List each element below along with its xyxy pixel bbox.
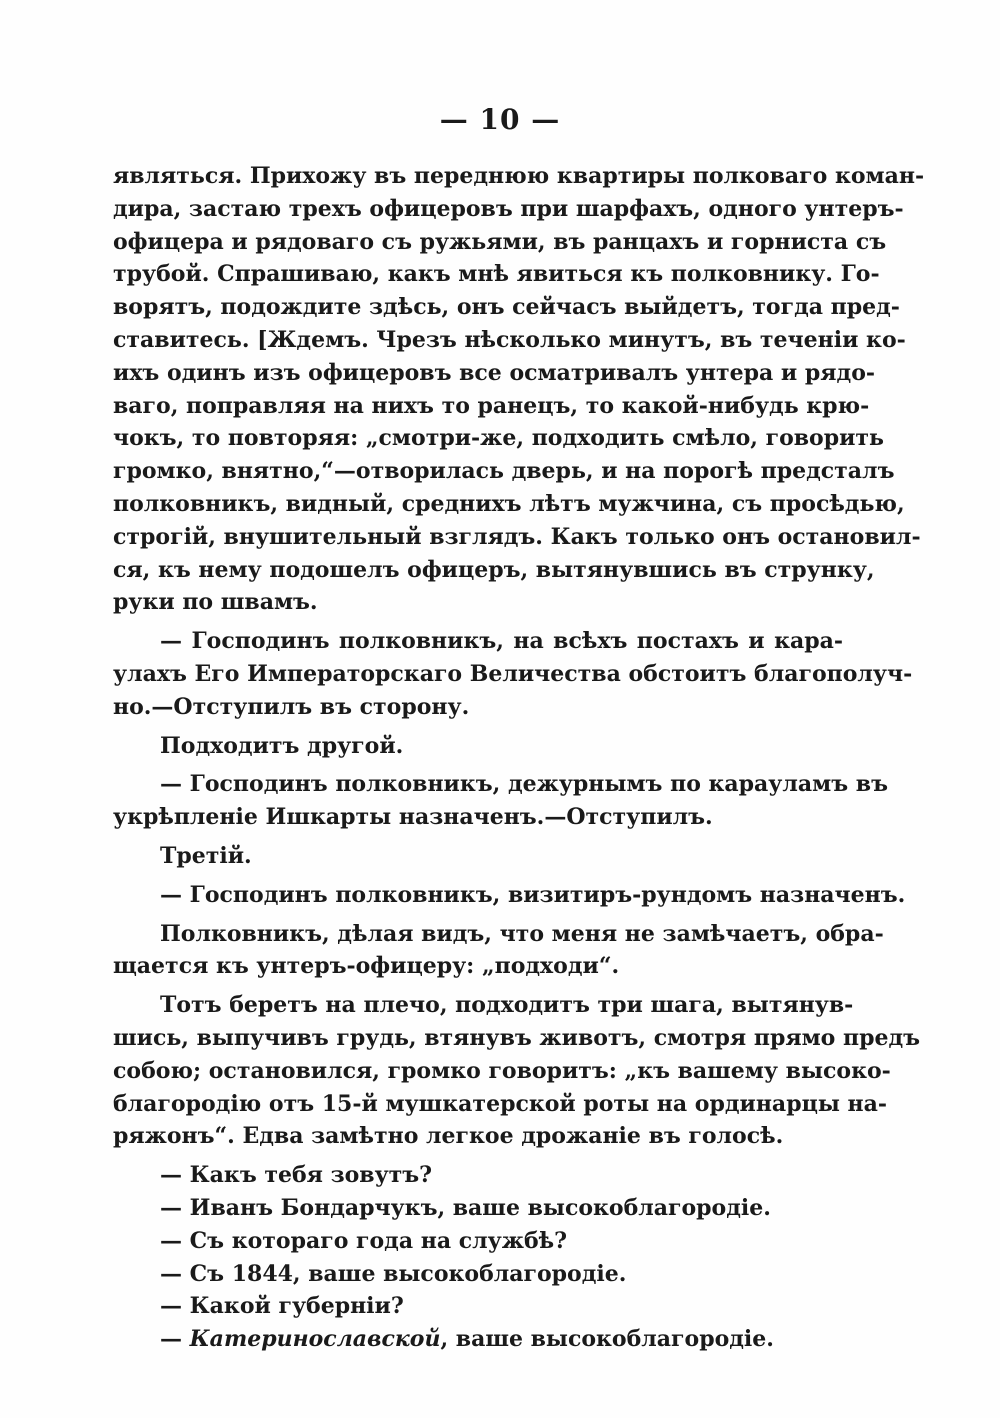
text-line: ваго, поправляя на нихъ то ранецъ, то какой-нибудь крю- [113,392,870,419]
text-line: офицера и рядоваго съ ружьями, въ ранцахъ и горниста съ [113,228,887,255]
text-line: ворятъ, подождите здѣсь, онъ сейчасъ выйдетъ, тогда пред- [113,294,900,321]
text-line: — Какъ тебя зовутъ? [160,1162,433,1189]
text-line: щается къ унтеръ-офицеру: „подходи“. [113,953,620,980]
text-line: руки по швамъ. [113,589,318,616]
text-line: Тотъ беретъ на плечо, подходитъ три шага, вытянув- [160,992,854,1019]
text-line: — Какой губерніи? [160,1293,404,1320]
text-line: ся, къ нему подошелъ офицеръ, вытянувшись въ струнку, [113,556,875,583]
text-line: — Съ 1844, ваше высокоблагородіе. [160,1260,627,1287]
line-rest: , ваше высокоблагородіе. [440,1326,774,1353]
text-line: благородію отъ 15-й мушкатерской роты на ординарцы на- [113,1090,888,1117]
text-line: — Господинъ полковникъ, визитиръ-рундомъ назначенъ. [160,881,906,908]
text-line: — Господинъ полковникъ, дежурнымъ по карауламъ въ [160,771,888,798]
text-line: — Съ котораго года на службѣ? [160,1227,568,1254]
text-line: укрѣпленіе Ишкарты назначенъ.—Отступилъ. [113,804,713,831]
page-number: — 10 — [439,103,561,136]
text-line: ставитесь. [Ждемъ. Чрезъ нѣсколько минутъ, въ теченіи ко- [113,326,906,353]
text-line: строгій, внушительный взглядъ. Какъ только онъ остановил- [113,523,921,550]
text-line: шись, выпучивъ грудь, втянувъ животъ, смотря прямо предъ [113,1024,921,1051]
text-line: полковникъ, видный, среднихъ лѣтъ мужчина, съ просѣдью, [113,490,905,517]
dash: — [160,1326,190,1353]
text-line: являться. Прихожу въ переднюю квартиры полковаго коман- [113,163,925,189]
text-line: Третій. [160,842,252,869]
italic-word: Катеринославской [189,1326,441,1353]
page-text [113,160,925,1356]
text-line: громко, внятно,“—отворилась дверь, и на порогѣ предсталъ [113,458,895,485]
text-line: дира, застаю трехъ офицеровъ при шарфахъ, одного унтеръ- [113,195,904,222]
text-line: — Иванъ Бондарчукъ, ваше высокоблагородіе. [160,1194,771,1221]
text-line: улахъ Его Императорскаго Величества обстоитъ благополуч- [113,660,913,687]
text-line: — Господинъ полковникъ, на всѣхъ постахъ и кара- [160,628,843,655]
text-line: чокъ, то повторяя: „смотри-же, подходить смѣло, говорить [113,425,884,452]
text-line-final [113,1323,843,1356]
text-line: ихъ одинъ изъ офицеровъ все осматривалъ унтера и рядо- [113,359,875,386]
text-line: но.—Отступилъ въ сторону. [113,693,470,720]
text-line: Подходитъ другой. [160,732,404,759]
text-line: ряжонъ“. Едва замѣтно легкое дрожаніе въ голосѣ. [113,1123,784,1150]
text-line: Полковникъ, дѣлая видъ, что меня не замѣчаетъ, обра- [160,920,884,947]
text-line: собою; остановился, громко говоритъ: „къ вашему высоко- [113,1057,891,1084]
text-line: трубой. Спрашиваю, какъ мнѣ явиться къ полковнику. Го- [113,261,880,288]
